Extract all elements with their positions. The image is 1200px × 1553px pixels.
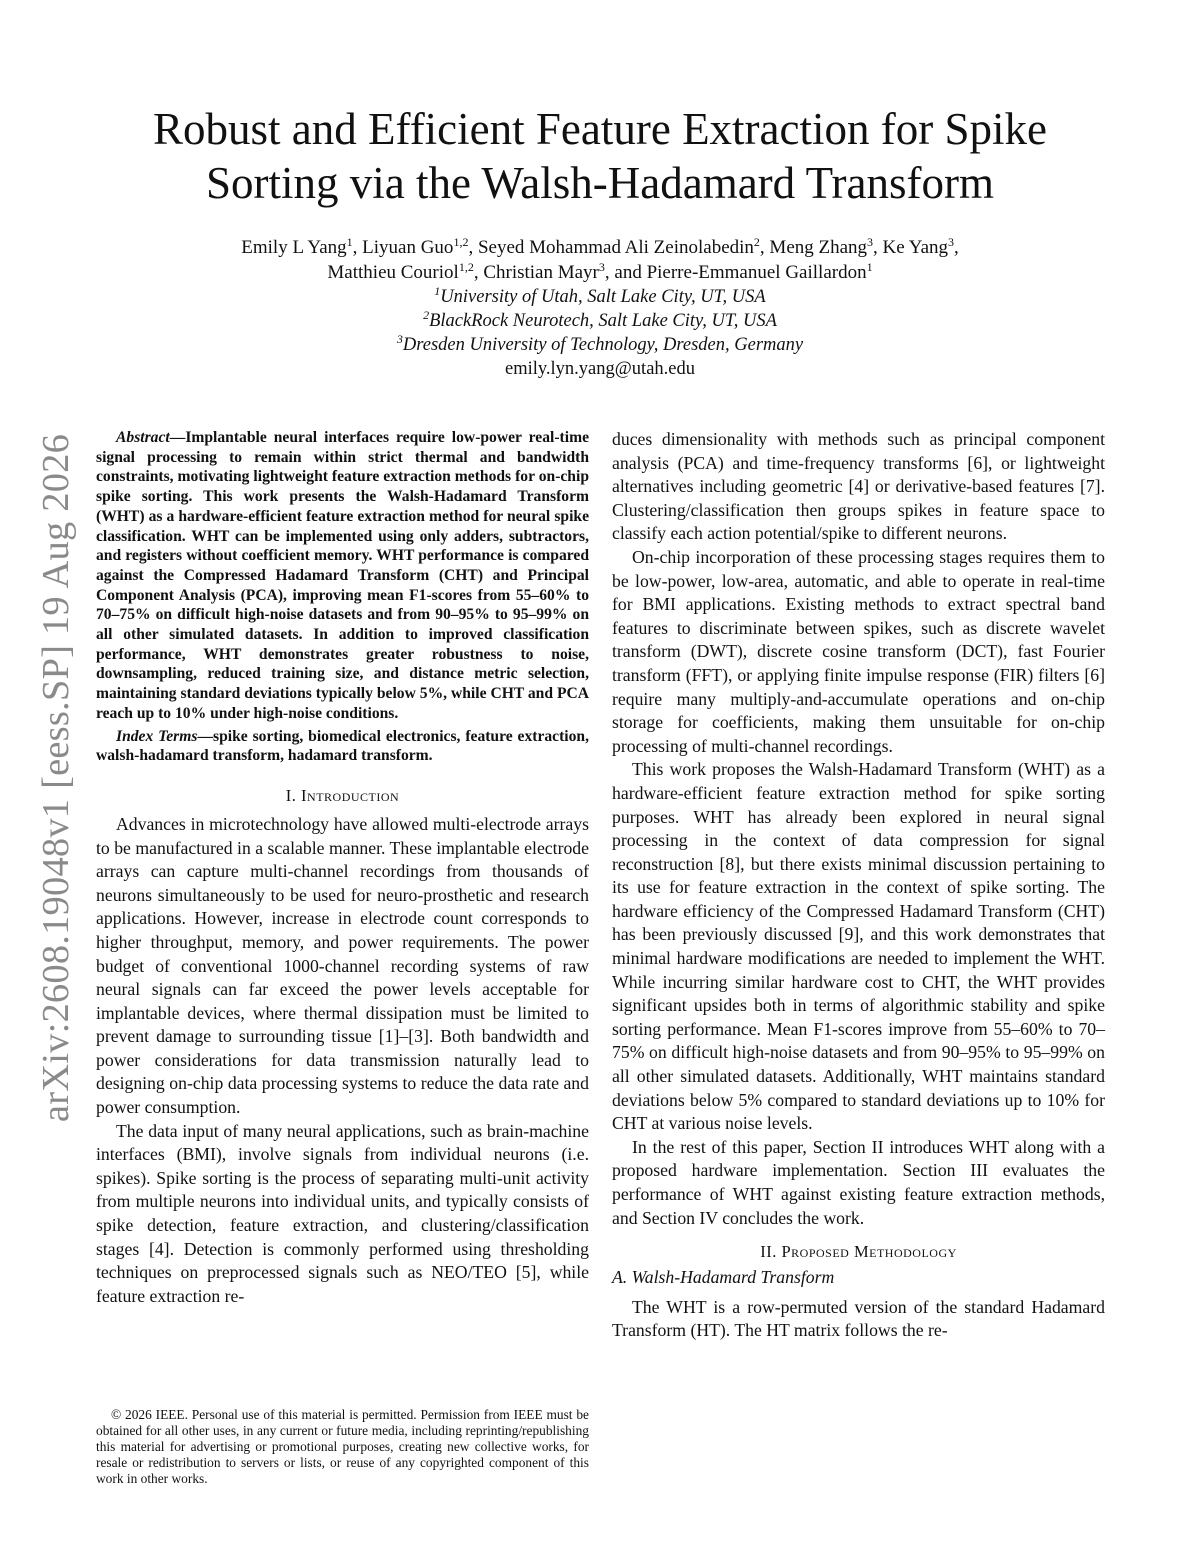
author-name: Emily L Yang [241,237,347,258]
affiliation-sup: 3 [396,332,403,346]
author-sup: 3 [867,235,874,249]
section-number: I. [285,785,302,805]
author-sup: 3 [948,235,954,249]
author-sep: , [873,237,883,258]
author-line-1 [100,235,1100,260]
intro-paragraph-1: Advances in microtechnology have allowed multi-electrode arrays to be manufactured in a scalable manner. These implantable electrode arrays can capture multi-channel recordings from thousands of neurons simultaneously to be used for neuro-prosthetic and research applications. However, increase in electrode count corresponds to higher throughput, memory, and power requirements. The power budget of conventional 1000-channel recording systems of raw neural signals can far exceed the power levels acceptable for implantable devices, where thermal dissipation must be limited to prevent damage to surrounding tissue [1]–[3]. Both bandwidth and power considerations for data transmission naturally lead to designing on-chip data processing systems to reduce the data rate and power consumption. [96,813,589,1118]
affiliation [100,333,1100,357]
author-sup: 3 [598,260,605,274]
author-sep: , and [604,262,647,283]
subsection-heading: A. Walsh-Hadamard Transform [612,1267,835,1288]
paper-title [80,102,1120,210]
abstract-label: Abstract [116,429,170,446]
section-heading-methodology [612,1242,1105,1262]
author-sup: 1 [346,235,353,249]
arxiv-stamp [31,418,81,1138]
author-sep: , [954,237,959,258]
author-name: Christian Mayr [483,262,599,283]
affiliation-text: BlackRock Neurotech, Salt Lake City, UT, USA [429,311,777,331]
author-sup: 1 [866,260,873,274]
section-title: Introduction [301,785,400,805]
index-terms-text: —spike sorting, biomedical electronics, feature extraction, walsh-hadamard transform, hadamard transform. [96,727,589,765]
author-sup: 1,2 [458,260,474,274]
author-sep: , [468,237,478,258]
abstract [96,428,589,724]
author-line-2 [100,260,1100,285]
author-sup: 1,2 [453,235,469,249]
intro-continuation: duces dimensionality with methods such as principal component analysis (PCA) and time-frequency transforms [6], or lightweight alternatives including geometric [4] or derivative-based features [7]. Clustering/classification then groups spikes in feature space to classify each action potential/spike to different neurons. [612,429,1105,544]
right-column [612,428,1105,1343]
methodology-paragraph-1: The WHT is a row-permuted version of the standard Hadamard Transform (HT). The HT matrix follows the re- [612,1296,1105,1341]
author-email: emily.lyn.yang@utah.edu [504,359,695,379]
section-number: II. [760,1242,782,1262]
intro-paragraph-2: The data input of many neural applications, such as brain-machine interfaces (BMI), involve signals from individual neurons (i.e. spikes). Spike sorting is the process of separating multi-unit activity from multiple neurons into individual units, and typically consists of spike detection, feature extraction, and clustering/classification stages [4]. Detection is commonly performed using thresholding techniques on preprocessed signals such as NEO/TEO [5], while feature extraction re- [96,1120,589,1306]
index-terms-label: Index Terms [116,727,198,745]
title-line-1: Robust and Efficient Feature Extraction for Spike [153,104,1047,154]
author-name: Matthieu Couriol [327,262,459,283]
section-heading-introduction [96,786,589,806]
affiliation [100,309,1100,333]
arxiv-id: arXiv:2608.19048v1 [eess.SP] 19 Aug 2026 [35,433,77,1123]
affiliation-text: Dresden University of Technology, Dresden, Germany [402,335,804,355]
author-sep: , [759,237,770,258]
affiliation-text: University of Utah, Salt Lake City, UT, USA [440,287,766,307]
author-sup: 2 [753,235,760,249]
section-title: Proposed Methodology [781,1242,957,1262]
author-sep: , [352,237,363,258]
affiliation [100,285,1100,309]
author-sep: , [473,262,484,283]
author-name: Seyed Mohammad Ali Zeinolabedin [477,237,754,258]
author-name: Liyuan Guo [362,237,454,258]
intro-paragraph-4: This work proposes the Walsh-Hadamard Transform (WHT) as a hardware-efficient feature extraction method for spike sorting purposes. WHT has already been explored in neural signal processing in the context of data compression for signal reconstruction [8], but there exists minimal discussion pertaining to its use for feature extraction in the context of spike sorting. The hardware efficiency of the Compressed Hadamard Transform (CHT) has been previously discussed [9], and this work demonstrates that minimal hardware modifications are needed to implement the WHT. While incurring similar hardware cost to CHT, the WHT provides significant upsides both in terms of algorithmic stability and spike sorting performance. Mean F1-scores improve from 55–60% to 70–75% on difficult high-noise datasets and from 90–95% to 95–99% on all other simulated datasets. Additionally, WHT maintains standard deviations below 5% compared to standard deviations up to 10% for CHT at various noise levels. [612,759,1105,1134]
title-line-2: Sorting via the Walsh-Hadamard Transform [206,158,994,208]
author-block [100,235,1100,381]
author-name: Pierre-Emmanuel Gaillardon [646,262,867,283]
abstract-text: —Implantable neural interfaces require low-power real-time signal processing to remain within strict thermal and bandwidth constraints, motivating lightweight feature extraction methods for on-chip spike sorting. This work presents the Walsh-Hadamard Transform (WHT) as a hardware-efficient feature extraction method for neural spike classification. WHT can be implemented using only adders, subtractors, and registers without coefficient memory. WHT performance is compared against the Compressed Hadamard Transform (CHT) and Principal Component Analysis (PCA), improving mean F1-scores from 55–60% to 70–75% on difficult high-noise datasets and from 90–95% to 95–99% on all other simulated datasets. In addition to improved classification performance, WHT demonstrates greater robustness to noise, downsampling, reduced training size, and distance metric selection, maintaining standard deviations typically below 5%, while CHT and PCA reach up to 10% under high-noise conditions. [96,429,589,722]
intro-paragraph-3: On-chip incorporation of these processing stages requires them to be low-power, low-area, automatic, and able to operate in real-time for BMI applications. Existing methods to extract spectral band features to discriminate between spikes, such as discrete wavelet transform (DWT), discrete cosine transform (DCT), fast Fourier transform (FFT), or applying finite impulse response (FIR) filters [6] require many multiply-and-accumulate operations and on-chip storage for coefficients, making them unsuitable for on-chip processing of multi-channel recordings. [612,546,1105,756]
author-name: Meng Zhang [769,237,868,258]
intro-paragraph-5: In the rest of this paper, Section II introduces WHT along with a proposed hardware implementation. Section III evaluates the performance of WHT against existing feature extraction methods, and Section IV concludes the work. [612,1136,1105,1228]
author-name: Ke Yang [882,237,948,258]
copyright-notice: © 2026 IEEE. Personal use of this material is permitted. Permission from IEEE must be obtained for all other uses, in any current or future media, including reprinting/republishing this material for advertising or promotional purposes, creating new collective works, for resale or redistribution to servers or lists, or reuse of any copyrighted component of this work in other works. [96,1407,589,1486]
left-column [96,428,589,1308]
affiliation-sup: 2 [423,308,430,322]
affiliation-sup: 1 [434,284,441,298]
index-terms [96,727,589,766]
